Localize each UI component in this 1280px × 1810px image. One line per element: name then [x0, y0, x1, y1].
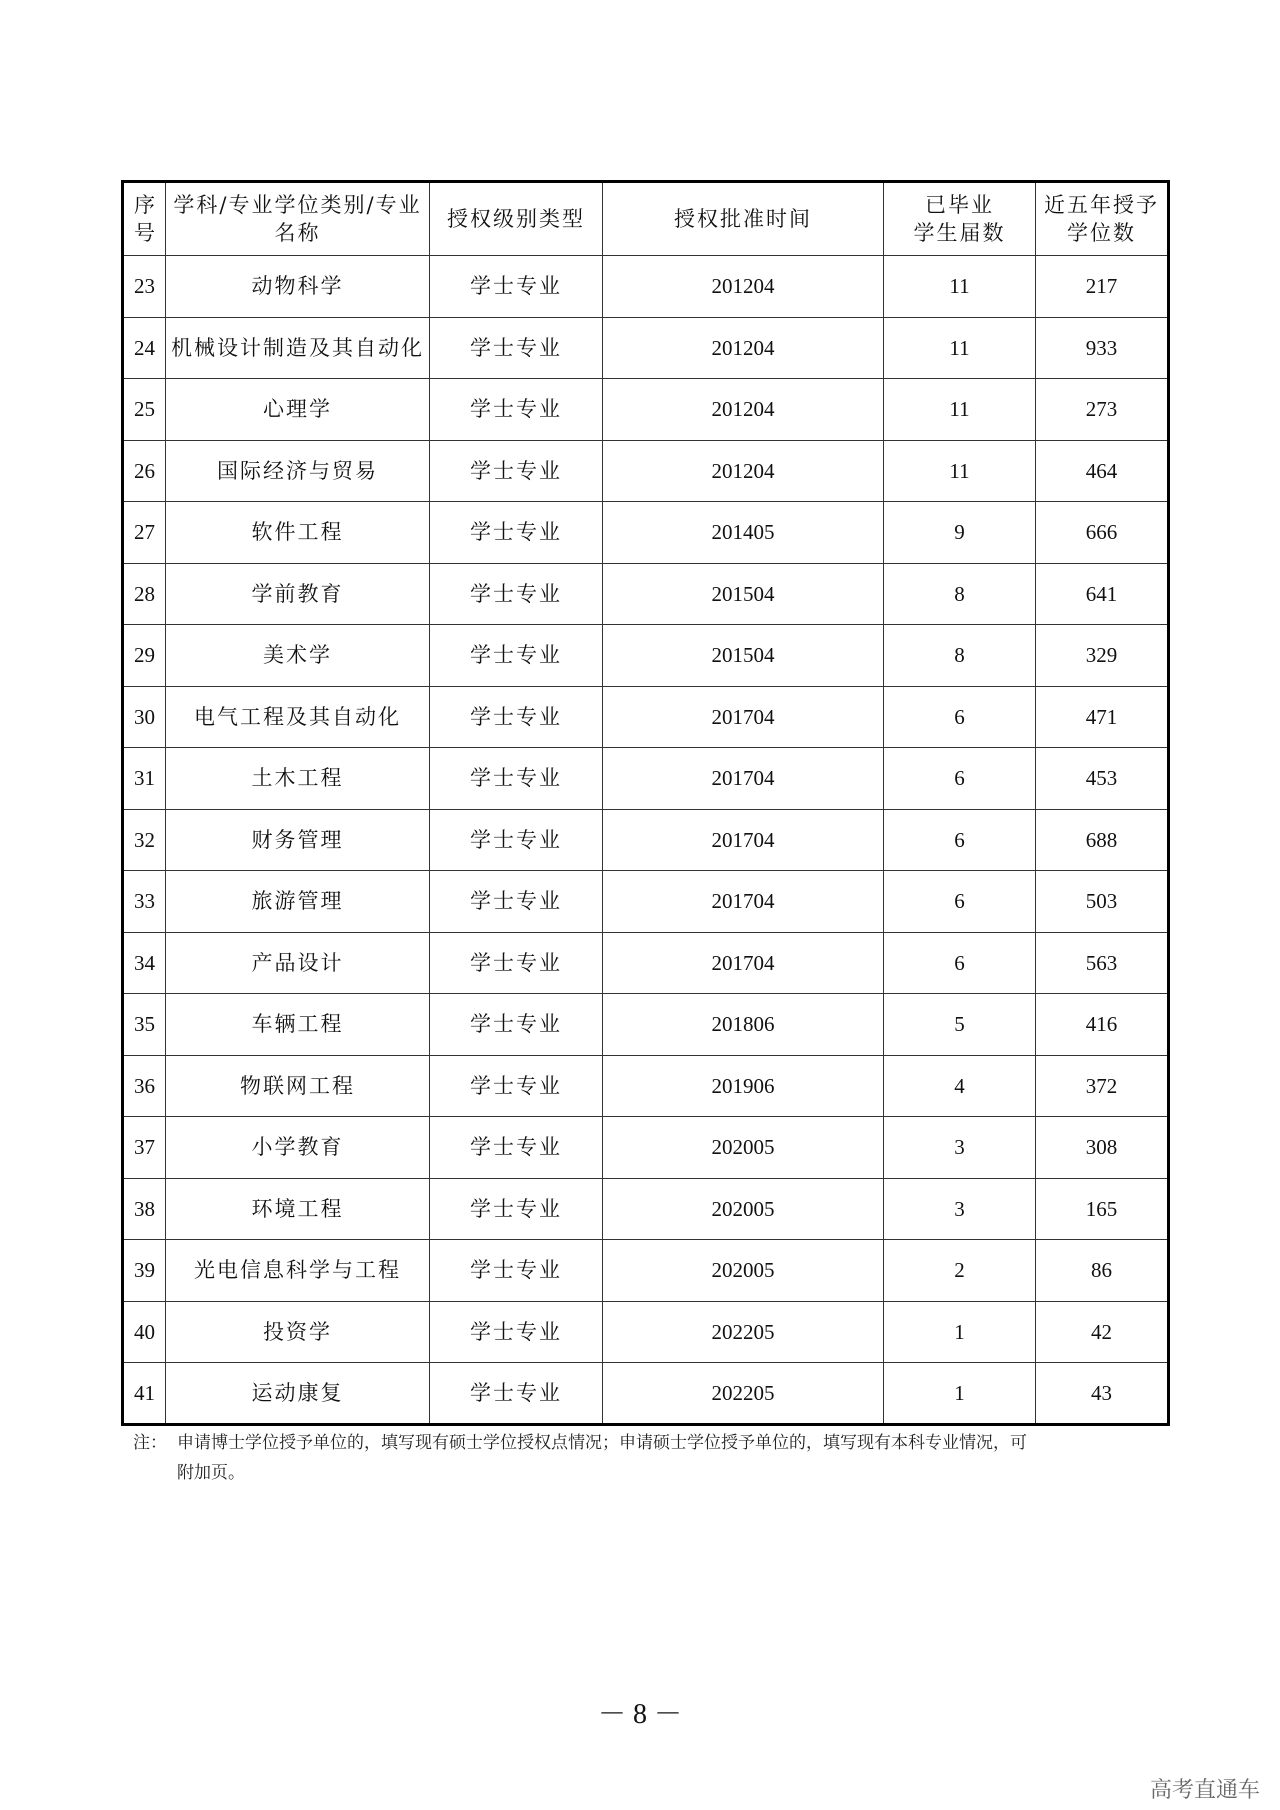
- table-row: [123, 1117, 1169, 1179]
- cell-subject-name: 物联网工程: [166, 1055, 430, 1117]
- header-approval-time: [603, 182, 884, 256]
- cell-auth-level: 学士专业: [430, 317, 603, 379]
- cell-subject-name: 美术学: [166, 625, 430, 687]
- footnote-line-1: [133, 1428, 1173, 1458]
- footnote-label: 注：: [133, 1433, 167, 1453]
- cell-seq: 33: [123, 871, 166, 933]
- cell-approval-time: 201704: [603, 809, 884, 871]
- cell-degrees-5yr: 666: [1036, 502, 1169, 564]
- cell-auth-level: 学士专业: [430, 748, 603, 810]
- cell-approval-time: 201906: [603, 1055, 884, 1117]
- cell-graduated-cohorts: 6: [884, 809, 1036, 871]
- cell-degrees-5yr: 217: [1036, 256, 1169, 318]
- header-auth-level-line: 授权级别类型: [447, 206, 585, 231]
- cell-subject-name: 环境工程: [166, 1178, 430, 1240]
- cell-degrees-5yr: 416: [1036, 994, 1169, 1056]
- cell-seq: 34: [123, 932, 166, 994]
- cell-seq: 31: [123, 748, 166, 810]
- table-body: [123, 256, 1169, 1425]
- cell-degrees-5yr: 86: [1036, 1240, 1169, 1302]
- table-row: [123, 317, 1169, 379]
- cell-approval-time: 202205: [603, 1363, 884, 1425]
- cell-degrees-5yr: 308: [1036, 1117, 1169, 1179]
- header-degrees-5yr-line: 近五年授予: [1044, 192, 1159, 217]
- table-row: [123, 502, 1169, 564]
- cell-auth-level: 学士专业: [430, 686, 603, 748]
- cell-graduated-cohorts: 1: [884, 1363, 1036, 1425]
- header-auth-level: [430, 182, 603, 256]
- cell-subject-name: 小学教育: [166, 1117, 430, 1179]
- cell-graduated-cohorts: 8: [884, 625, 1036, 687]
- cell-degrees-5yr: 42: [1036, 1301, 1169, 1363]
- cell-subject-name: 光电信息科学与工程: [166, 1240, 430, 1302]
- cell-approval-time: 202005: [603, 1240, 884, 1302]
- cell-graduated-cohorts: 6: [884, 686, 1036, 748]
- table-row: [123, 748, 1169, 810]
- cell-graduated-cohorts: 11: [884, 256, 1036, 318]
- cell-degrees-5yr: 503: [1036, 871, 1169, 933]
- table-row: [123, 563, 1169, 625]
- table-row: [123, 1240, 1169, 1302]
- cell-auth-level: 学士专业: [430, 1363, 603, 1425]
- cell-degrees-5yr: 933: [1036, 317, 1169, 379]
- footnote: [133, 1428, 1173, 1488]
- cell-graduated-cohorts: 11: [884, 379, 1036, 441]
- cell-graduated-cohorts: 6: [884, 932, 1036, 994]
- header-subject-name-line: 学科/专业学位类别/专业: [173, 192, 422, 217]
- table-row: [123, 440, 1169, 502]
- header-approval-time-line: 授权批准时间: [674, 206, 812, 231]
- cell-seq: 32: [123, 809, 166, 871]
- cell-approval-time: 201504: [603, 625, 884, 687]
- cell-auth-level: 学士专业: [430, 379, 603, 441]
- table-row: [123, 256, 1169, 318]
- cell-graduated-cohorts: 11: [884, 317, 1036, 379]
- cell-seq: 30: [123, 686, 166, 748]
- cell-auth-level: 学士专业: [430, 563, 603, 625]
- cell-seq: 28: [123, 563, 166, 625]
- cell-auth-level: 学士专业: [430, 440, 603, 502]
- cell-graduated-cohorts: 1: [884, 1301, 1036, 1363]
- cell-degrees-5yr: 641: [1036, 563, 1169, 625]
- cell-subject-name: 运动康复: [166, 1363, 430, 1425]
- cell-approval-time: 201704: [603, 748, 884, 810]
- watermark: 高考直通车: [1149, 1778, 1260, 1803]
- cell-degrees-5yr: 464: [1036, 440, 1169, 502]
- cell-seq: 29: [123, 625, 166, 687]
- cell-approval-time: 201806: [603, 994, 884, 1056]
- table-row: [123, 932, 1169, 994]
- cell-approval-time: 201405: [603, 502, 884, 564]
- footnote-text-1: 申请博士学位授予单位的，填写现有硕士学位授权点情况；申请硕士学位授予单位的，填写现有本科专业情况，可: [177, 1433, 1027, 1453]
- cell-graduated-cohorts: 5: [884, 994, 1036, 1056]
- cell-auth-level: 学士专业: [430, 932, 603, 994]
- header-graduated-cohorts: [884, 182, 1036, 256]
- cell-subject-name: 车辆工程: [166, 994, 430, 1056]
- cell-subject-name: 电气工程及其自动化: [166, 686, 430, 748]
- cell-degrees-5yr: 563: [1036, 932, 1169, 994]
- degree-programs-table: [121, 180, 1170, 1426]
- cell-seq: 36: [123, 1055, 166, 1117]
- cell-auth-level: 学士专业: [430, 1117, 603, 1179]
- cell-graduated-cohorts: 3: [884, 1178, 1036, 1240]
- cell-degrees-5yr: 165: [1036, 1178, 1169, 1240]
- cell-approval-time: 202005: [603, 1117, 884, 1179]
- cell-subject-name: 投资学: [166, 1301, 430, 1363]
- cell-approval-time: 201204: [603, 256, 884, 318]
- cell-graduated-cohorts: 8: [884, 563, 1036, 625]
- cell-subject-name: 财务管理: [166, 809, 430, 871]
- cell-graduated-cohorts: 11: [884, 440, 1036, 502]
- cell-graduated-cohorts: 4: [884, 1055, 1036, 1117]
- cell-graduated-cohorts: 3: [884, 1117, 1036, 1179]
- cell-approval-time: 201704: [603, 932, 884, 994]
- table-row: [123, 686, 1169, 748]
- cell-degrees-5yr: 43: [1036, 1363, 1169, 1425]
- cell-graduated-cohorts: 6: [884, 871, 1036, 933]
- cell-subject-name: 心理学: [166, 379, 430, 441]
- cell-degrees-5yr: 372: [1036, 1055, 1169, 1117]
- cell-seq: 38: [123, 1178, 166, 1240]
- table-row: [123, 871, 1169, 933]
- cell-subject-name: 旅游管理: [166, 871, 430, 933]
- cell-auth-level: 学士专业: [430, 1055, 603, 1117]
- cell-graduated-cohorts: 2: [884, 1240, 1036, 1302]
- cell-approval-time: 202005: [603, 1178, 884, 1240]
- cell-auth-level: 学士专业: [430, 809, 603, 871]
- table-row: [123, 1363, 1169, 1425]
- cell-approval-time: 201204: [603, 379, 884, 441]
- cell-seq: 26: [123, 440, 166, 502]
- header-graduated-cohorts-line: 学生届数: [913, 221, 1006, 245]
- header-seq-line: 号: [134, 221, 155, 245]
- cell-seq: 41: [123, 1363, 166, 1425]
- header-row: [123, 182, 1169, 256]
- cell-approval-time: 201704: [603, 686, 884, 748]
- header-degrees-5yr: [1036, 182, 1169, 256]
- cell-graduated-cohorts: 9: [884, 502, 1036, 564]
- cell-degrees-5yr: 471: [1036, 686, 1169, 748]
- cell-approval-time: 201504: [603, 563, 884, 625]
- cell-seq: 37: [123, 1117, 166, 1179]
- cell-auth-level: 学士专业: [430, 256, 603, 318]
- cell-subject-name: 产品设计: [166, 932, 430, 994]
- cell-approval-time: 201204: [603, 317, 884, 379]
- table-row: [123, 1055, 1169, 1117]
- cell-auth-level: 学士专业: [430, 625, 603, 687]
- cell-seq: 24: [123, 317, 166, 379]
- cell-degrees-5yr: 273: [1036, 379, 1169, 441]
- cell-approval-time: 201704: [603, 871, 884, 933]
- cell-degrees-5yr: 688: [1036, 809, 1169, 871]
- table-header: [123, 182, 1169, 256]
- table-row: [123, 1301, 1169, 1363]
- cell-degrees-5yr: 329: [1036, 625, 1169, 687]
- cell-subject-name: 软件工程: [166, 502, 430, 564]
- footnote-line-2: 附加页。: [177, 1463, 245, 1483]
- cell-auth-level: 学士专业: [430, 502, 603, 564]
- cell-auth-level: 学士专业: [430, 994, 603, 1056]
- cell-auth-level: 学士专业: [430, 1240, 603, 1302]
- header-degrees-5yr-line: 学位数: [1067, 221, 1136, 245]
- table-row: [123, 625, 1169, 687]
- cell-subject-name: 机械设计制造及其自动化: [166, 317, 430, 379]
- cell-degrees-5yr: 453: [1036, 748, 1169, 810]
- cell-seq: 40: [123, 1301, 166, 1363]
- cell-seq: 35: [123, 994, 166, 1056]
- cell-subject-name: 学前教育: [166, 563, 430, 625]
- cell-auth-level: 学士专业: [430, 1301, 603, 1363]
- cell-subject-name: 动物科学: [166, 256, 430, 318]
- cell-graduated-cohorts: 6: [884, 748, 1036, 810]
- cell-auth-level: 学士专业: [430, 1178, 603, 1240]
- cell-approval-time: 201204: [603, 440, 884, 502]
- table-row: [123, 379, 1169, 441]
- table-row: [123, 1178, 1169, 1240]
- cell-subject-name: 国际经济与贸易: [166, 440, 430, 502]
- cell-seq: 39: [123, 1240, 166, 1302]
- cell-subject-name: 土木工程: [166, 748, 430, 810]
- table-row: [123, 994, 1169, 1056]
- cell-approval-time: 202205: [603, 1301, 884, 1363]
- header-seq: [123, 182, 166, 256]
- header-seq-line: 序: [134, 192, 155, 217]
- table-row: [123, 809, 1169, 871]
- cell-seq: 25: [123, 379, 166, 441]
- page-number: － 8 －: [597, 1699, 682, 1730]
- header-graduated-cohorts-line: 已毕业: [925, 192, 994, 217]
- cell-seq: 27: [123, 502, 166, 564]
- header-subject-name-line: 名称: [274, 221, 321, 245]
- header-subject-name: [166, 182, 430, 256]
- cell-auth-level: 学士专业: [430, 871, 603, 933]
- cell-seq: 23: [123, 256, 166, 318]
